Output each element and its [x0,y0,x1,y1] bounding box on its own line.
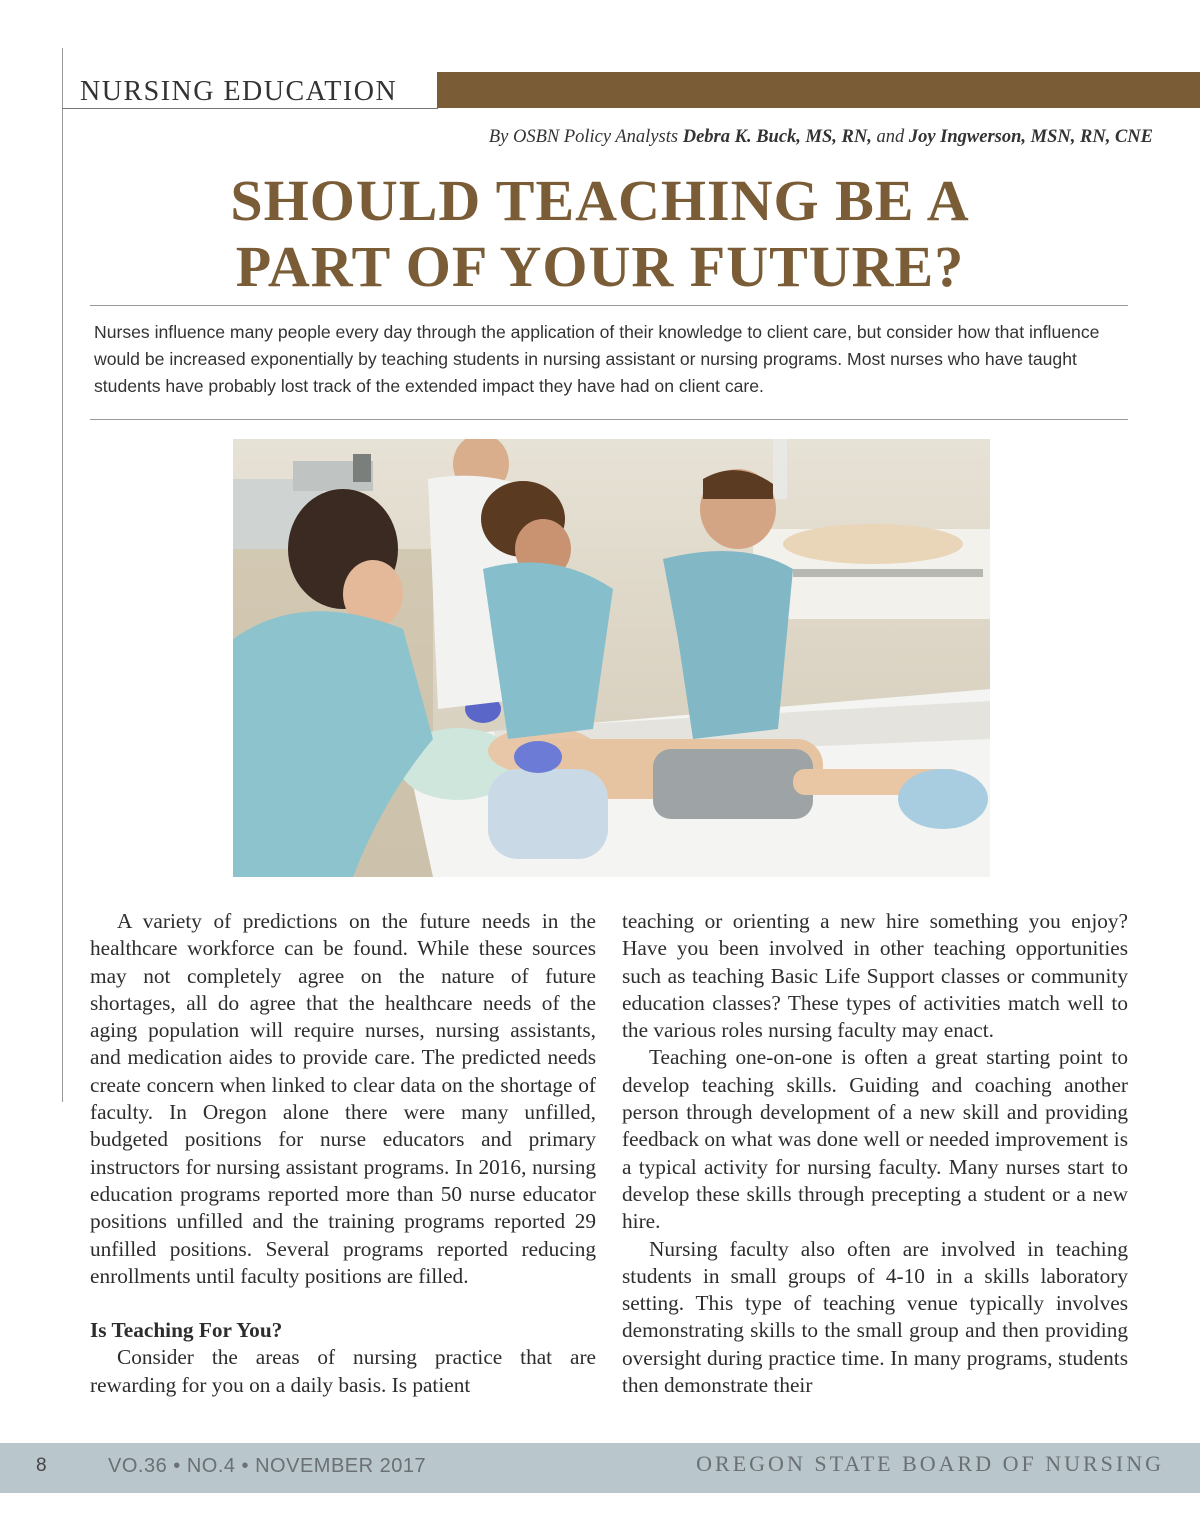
wall-device [353,454,371,482]
student-middle-scrubs [483,562,613,739]
article-photo [233,439,990,877]
background-mannequin [783,524,963,564]
article-headline [90,168,1110,300]
column-left-paragraph-2: Consider the areas of nursing practice that are rewarding for you on a daily basis. Is patient [90,1345,596,1397]
column-left-paragraph-1: A variety of predictions on the future needs in the healthcare workforce can be found. While these sources may not completely agree on the nature of future shortages, all do agree that the healthcare needs of the aging population will require nurses, nursing assistants, and medication aides to provide care. The predicted needs create concern when linked to clear data on the shortage of faculty. In Oregon alone there were many unfilled, budgeted positions for nurse educators and primary instructors for nursing assistant programs. In 2016, nursing education programs reported more than 50 nurse educator positions unfilled and the training programs reported 29 unfilled positions. Several programs reported reducing enrollments until faculty positions are filled. [90,909,596,1288]
headline-line-2: PART OF YOUR FUTURE? [235,234,965,299]
page-number: 8 [36,1455,47,1476]
nursing-simulation-illustration [233,439,990,877]
section-underline [62,108,438,109]
column-right-paragraph-1: Teaching one-on-one is often a great starting point to develop teaching skills. Guiding and coaching another person through development of a new skill and providing feedback on what was done well or needed improvement is a typical activity for nursing faculty. Many nurses start to develop these skills through precepting a student or a new hire. [622,1045,1128,1234]
intro-top-rule [90,305,1128,306]
bed-rail [793,569,983,577]
publisher-name: OREGON STATE BOARD OF NURSING [696,1451,1164,1476]
byline-author-1: Debra K. Buck, MS, RN, [682,127,872,147]
subheading-is-teaching-for-you: Is Teaching For You? [90,1318,283,1343]
hospital-gown [488,769,608,859]
blanket-roll [898,769,988,829]
student-right-scrubs [663,551,793,739]
byline-author-2: Joy Ingwerson, MSN, RN, CNE [908,127,1153,147]
intro-paragraph: Nurses influence many people every day through the application of their knowledge to client care, but consider how that influence would be increased exponentially by teaching students in nursing assistant or nursing programs. Most nurses who have taught students have probably lost track of the extended impact they have had on client care. [94,322,1100,396]
article-column-right [622,908,1128,1399]
student-right-hair [703,470,773,499]
section-label: NURSING EDUCATION [80,76,398,107]
byline-prefix: By OSBN Policy Analysts [488,127,683,147]
mannequin-shorts [653,749,813,819]
article-column-left [90,908,596,1399]
iv-pole [773,439,787,499]
left-vertical-rule [62,48,63,1102]
issue-info: VO.36 • NO.4 • NOVEMBER 2017 [108,1455,427,1477]
headline-line-1: SHOULD TEACHING BE A [230,168,970,233]
student-middle-gloves [514,741,562,773]
byline-and: and [871,127,909,147]
intro-bottom-rule [90,419,1128,420]
column-right-paragraph-2: Nursing faculty also often are involved in teaching students in small groups of 4-10 in a skills laboratory setting. This type of teaching venue typically involves demonstrating skills to the small group and then providing oversight during practice time. In many programs, students then demonstrate their [622,1236,1128,1398]
byline [489,127,1153,148]
section-header-bar [437,72,1200,108]
column-right-paragraph-0: teaching or orienting a new hire something you enjoy? Have you been involved in other teaching opportunities such as teaching Basic Life Support classes or community education classes? These types of activities match well to the various roles nursing faculty may enact. [622,909,1128,1043]
